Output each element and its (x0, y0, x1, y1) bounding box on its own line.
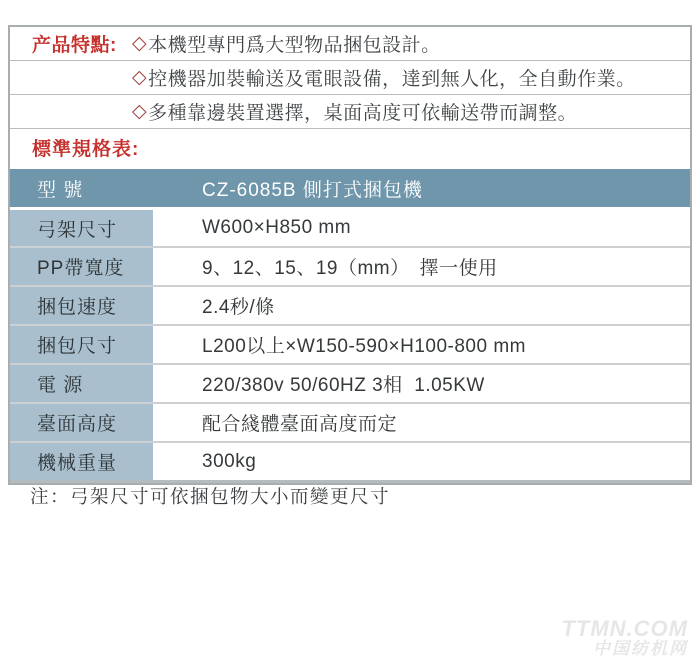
watermark-site-name: 中国纺机网 (593, 639, 688, 659)
diamond-icon: ◇ (132, 67, 148, 88)
row-label: 捆包速度 (10, 287, 157, 324)
feature-row (10, 27, 690, 61)
footnote: 注：弓架尺寸可依捆包物大小而變更尺寸 (30, 486, 391, 507)
row-label: PP帶寬度 (10, 248, 157, 285)
model-header-label: 型 號 (37, 179, 84, 201)
table-row (10, 441, 690, 483)
row-label: 捆包尺寸 (10, 326, 157, 363)
feature-text: 本機型專門爲大型物品捆包設計。 (148, 35, 441, 56)
row-value: W600×H850 mm (157, 210, 351, 246)
row-value: 9、12、15、19（mm） 擇一使用 (157, 248, 498, 285)
row-value: 300kg (157, 443, 256, 480)
table-row (10, 402, 690, 441)
row-value: 配合綫體臺面高度而定 (157, 404, 397, 441)
spec-table-header-row (10, 169, 690, 207)
spec-table-title: 標準規格表: (10, 129, 690, 169)
watermark-site: TTMN.COM (561, 616, 688, 641)
feature-row (10, 61, 690, 95)
model-header-value: CZ-6085B 側打式捆包機 (202, 179, 423, 201)
table-row (10, 246, 690, 285)
diamond-icon: ◇ (132, 101, 148, 122)
feature-row (10, 95, 690, 129)
feature-text: 控機器加裝輸送及電眼設備，達到無人化，全自動作業。 (148, 69, 636, 90)
feature-text: 多種靠邊裝置選擇，桌面高度可依輸送帶而調整。 (148, 103, 578, 124)
watermark (561, 617, 688, 658)
table-row (10, 324, 690, 363)
row-label: 臺面高度 (10, 404, 157, 441)
product-features-label: 产品特點: (32, 35, 117, 56)
row-value: L200以上×W150-590×H100-800 mm (157, 326, 526, 363)
table-row (10, 363, 690, 402)
diamond-icon: ◇ (132, 33, 148, 54)
table-row (10, 207, 690, 246)
row-label: 電 源 (10, 365, 157, 402)
row-label: 機械重量 (10, 443, 157, 480)
row-value: 2.4秒/條 (157, 287, 275, 324)
table-row (10, 285, 690, 324)
row-value: 220/380v 50/60HZ 3相 1.05KW (157, 365, 485, 402)
row-label: 弓架尺寸 (10, 210, 157, 246)
spec-sheet-frame (8, 25, 692, 485)
